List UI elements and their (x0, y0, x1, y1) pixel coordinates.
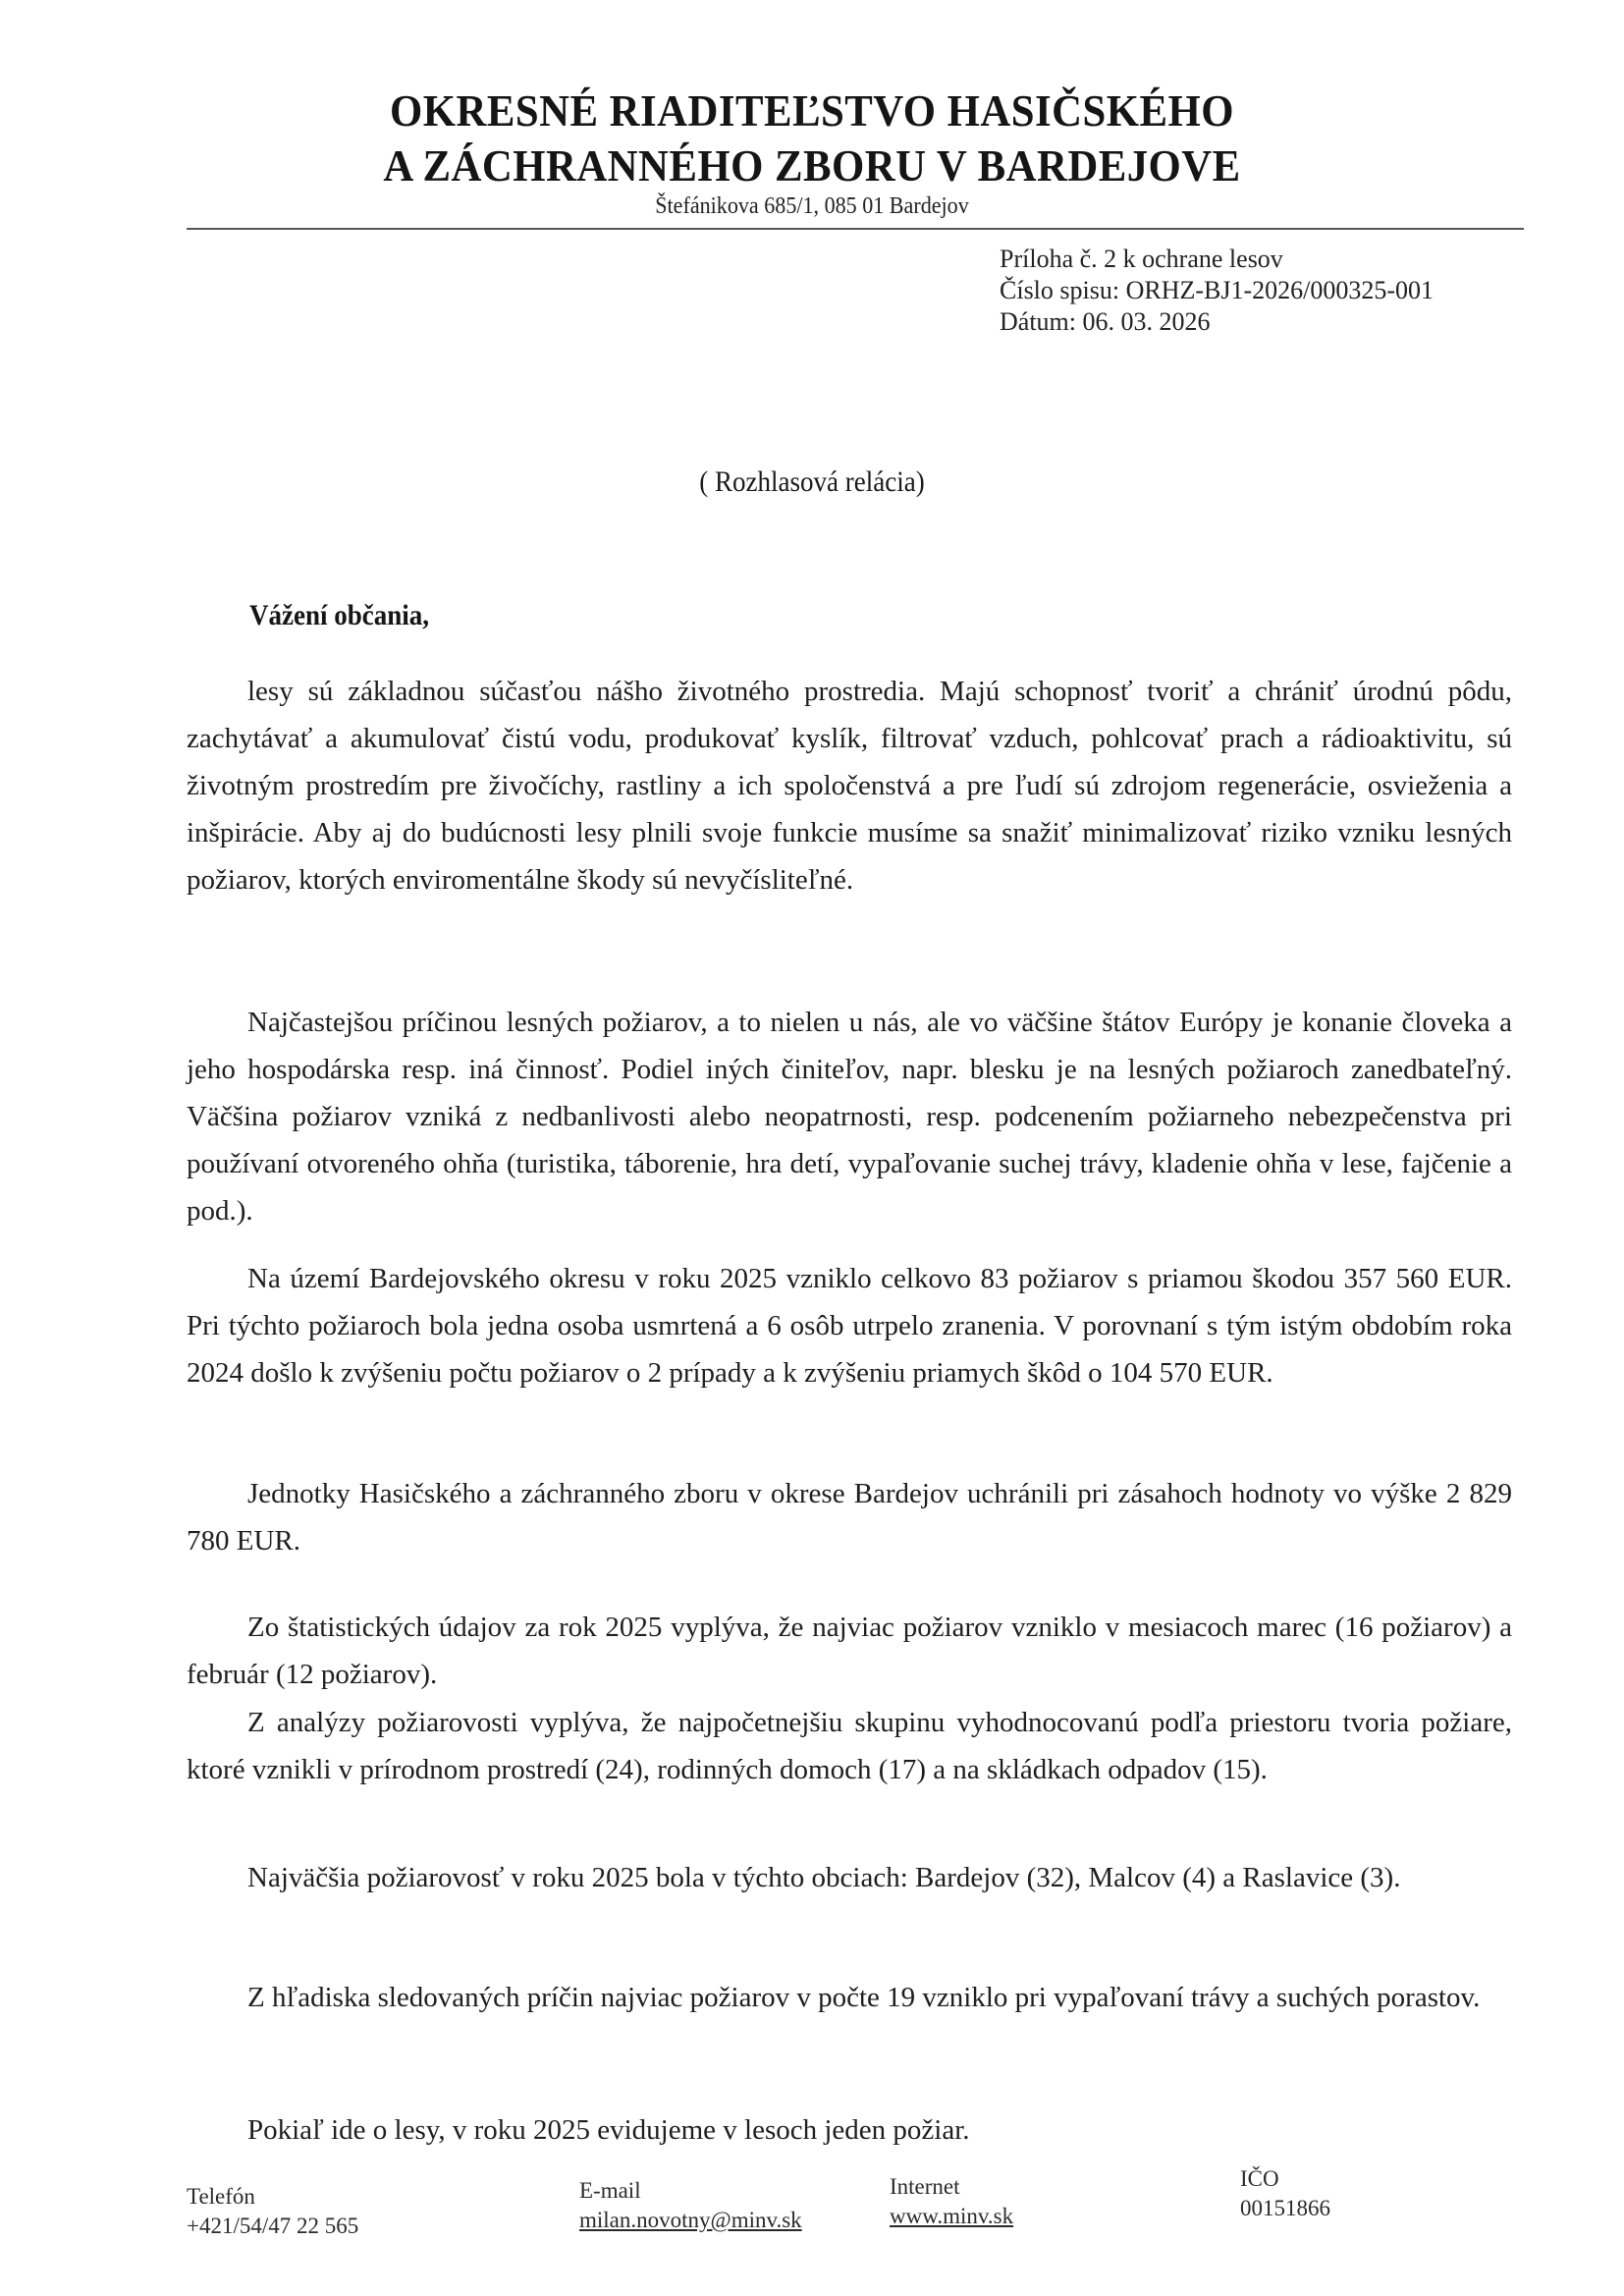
paragraph-forest-importance (187, 668, 1512, 903)
reference-block (1000, 244, 1434, 338)
paragraph-location-analysis (187, 1699, 1512, 1793)
file-number: Číslo spisu: ORHZ-BJ1-2026/000325-001 (1000, 276, 1435, 304)
document-subtitle: ( Rozhlasová relácia) (699, 465, 925, 498)
paragraph-text: Najčastejšou príčinou lesných požiarov, a to nielen u nás, ale vo väčšine štátov Európy je konanie človeka a jeho hospodárska resp. iná činnosť. Podiel iných činiteľov, napr. blesku je na lesných požiaroch zanedbateľný. Väčšina požiarov vzniká z nedbanlivosti alebo neopatrnosti, resp. podcenením požiarneho nebezpečenstva pri používaní otvoreného ohňa (turistika, táborenie, hra detí, vypaľovanie suchej trávy, kladenie ohňa v lese, fajčenie a pod.). (187, 1007, 1512, 1227)
header-divider (187, 228, 1524, 230)
paragraph-grass-burning (187, 1974, 1512, 2021)
footer-internet (890, 2172, 1013, 2231)
paragraph-text: Zo štatistických údajov za rok 2025 vyplýva, že najviac požiarov vzniklo v mesiacoch marec (16 požiarov) a február (12 požiarov). (187, 1612, 1512, 1690)
document-date: Dátum: 06. 03. 2026 (1000, 307, 1211, 336)
phone-label: Telefón (187, 2184, 255, 2209)
paragraph-text: Z hľadiska sledovaných príčin najviac požiarov v počte 19 vzniklo pri vypaľovaní trávy a suchých porastov. (247, 1982, 1481, 2013)
attachment-label: Príloha č. 2 k ochrane lesov (1000, 245, 1283, 273)
ico-label: IČO (1240, 2166, 1279, 2191)
internet-label: Internet (890, 2174, 960, 2199)
paragraph-municipalities (187, 1854, 1512, 1901)
contact-footer (187, 2166, 1463, 2249)
organization-address: Štefánikova 685/1, 085 01 Bardejov (655, 193, 969, 219)
email-link[interactable]: milan.novotny@minv.sk (579, 2208, 802, 2232)
paragraph-text: Najväčšia požiarovosť v roku 2025 bola v týchto obciach: Bardejov (32), Malcov (4) a Raslavice (3). (247, 1862, 1401, 1893)
footer-email (579, 2176, 802, 2235)
organization-name-line-1: OKRESNÉ RIADITEĽSTVO HASIČSKÉHO (390, 85, 1234, 136)
paragraph-monthly-statistics (187, 1604, 1512, 1698)
salutation: Vážení občania, (249, 599, 430, 631)
ico-value: 00151866 (1240, 2196, 1330, 2220)
paragraph-fire-causes (187, 999, 1512, 1234)
paragraph-text: Pokiaľ ide o lesy, v roku 2025 evidujeme v lesoch jeden požiar. (247, 2114, 970, 2146)
paragraph-forest-fires (187, 2106, 1512, 2154)
paragraph-text: Z analýzy požiarovosti vyplýva, že najpočetnejšiu skupinu vyhodnocovanú podľa priestoru tvoria požiare, ktoré vznikli v prírodnom prostredí (24), rodinných domoch (17) a na skládkach odpadov (15). (187, 1707, 1512, 1785)
paragraph-protected-values (187, 1470, 1512, 1564)
paragraph-district-statistics (187, 1255, 1512, 1396)
footer-phone (187, 2182, 358, 2241)
organization-name-line-2: A ZÁCHRANNÉHO ZBORU V BARDEJOVE (383, 140, 1241, 191)
paragraph-text: Jednotky Hasičského a záchranného zboru v okrese Bardejov uchránili pri zásahoch hodnoty vo výške 2 829 780 EUR. (187, 1478, 1512, 1557)
email-label: E-mail (579, 2178, 641, 2203)
paragraph-text: lesy sú základnou súčasťou nášho životného prostredia. Majú schopnosť tvoriť a chrániť úrodnú pôdu, zachytávať a akumulovať čistú vodu, produkovať kyslík, filtrovať vzduch, pohlcovať prach a rádioaktivitu, sú životným prostredím pre živočíchy, rastliny a ich spoločenstvá a pre ľudí sú zdrojom regenerácie, osvieženia a inšpirácie. Aby aj do budúcnosti lesy plnili svoje funkcie musíme sa snažiť minimalizovať riziko vzniku lesných požiarov, ktorých enviromentálne škody sú nevyčísliteľné. (187, 676, 1512, 896)
phone-value: +421/54/47 22 565 (187, 2214, 359, 2238)
website-link[interactable]: www.minv.sk (890, 2204, 1014, 2228)
footer-ico (1240, 2164, 1330, 2223)
paragraph-text: Na území Bardejovského okresu v roku 2025 vzniklo celkovo 83 požiarov s priamou škodou 357 560 EUR. Pri týchto požiaroch bola jedna osoba usmrtená a 6 osôb utrpelo zranenia. V porovnaní s tým istým obdobím roka 2024 došlo k zvýšeniu počtu požiarov o 2 prípady a k zvýšeniu priamych škôd o 104 570 EUR. (187, 1263, 1512, 1389)
